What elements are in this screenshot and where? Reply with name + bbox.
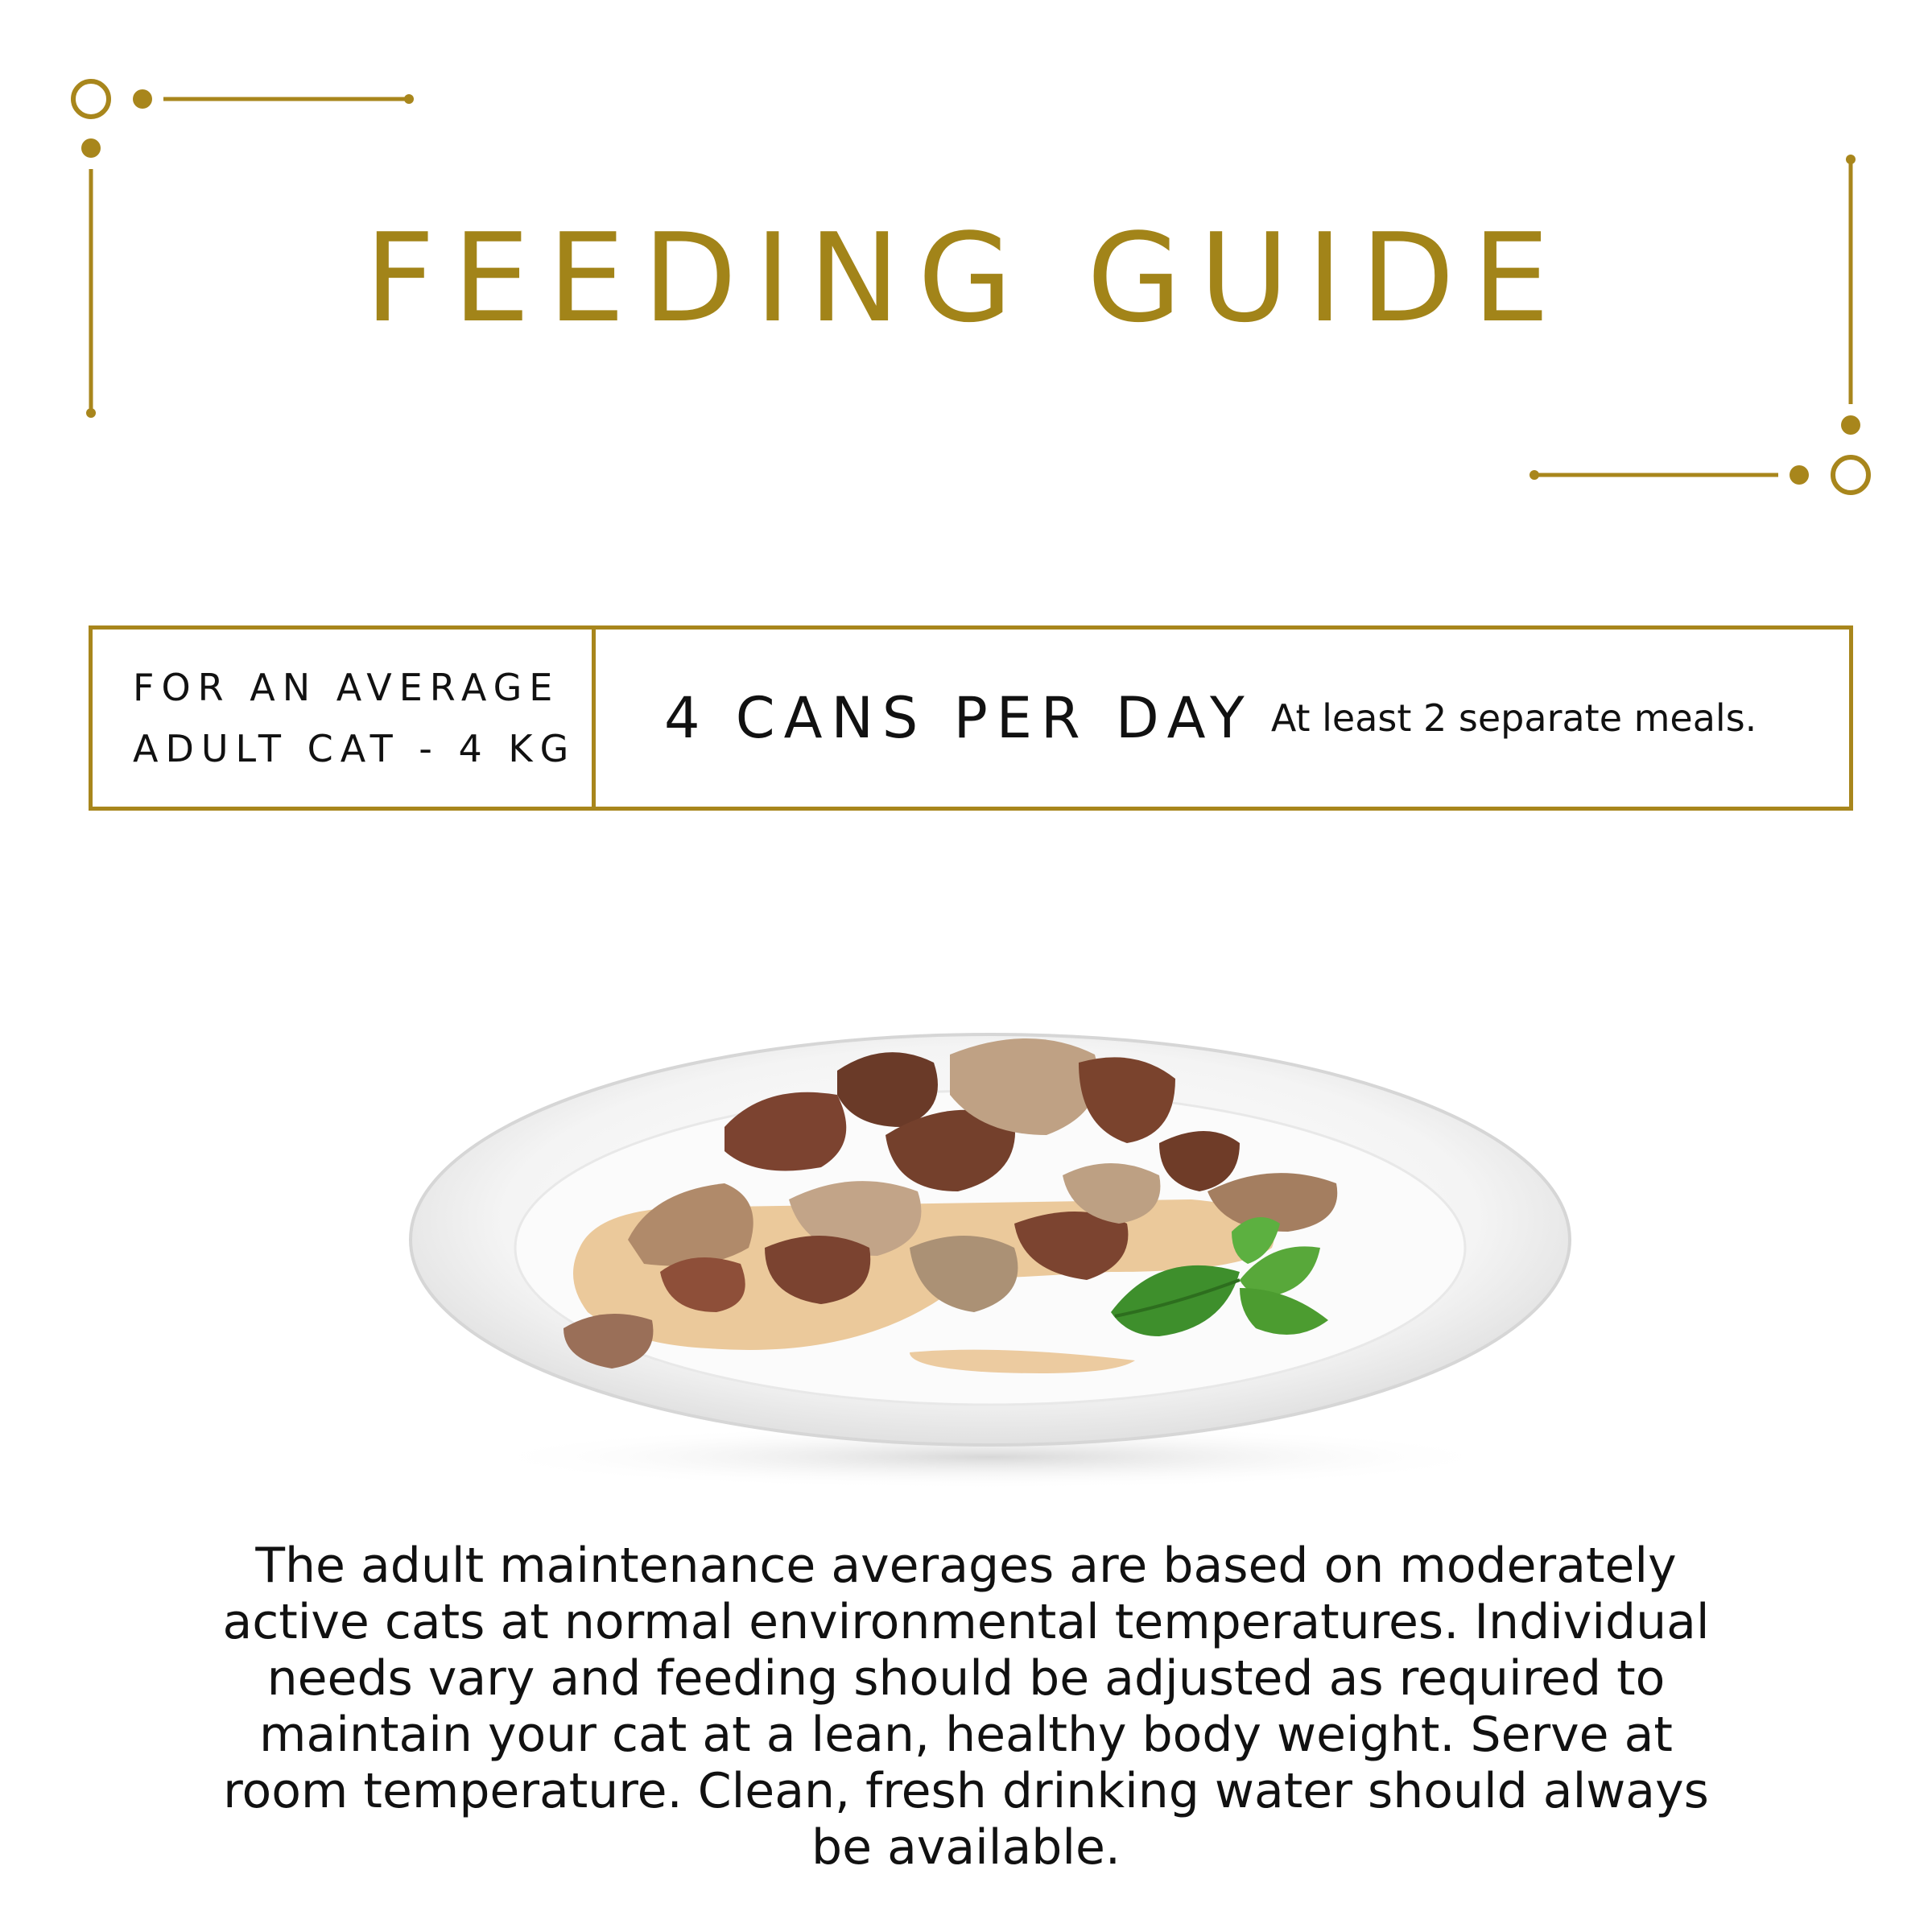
page-title: FEEDING GUIDE <box>364 207 1568 349</box>
food-plate-image <box>386 1006 1594 1489</box>
cat-profile-line-2: ADULT CAT - 4 KG <box>133 727 576 770</box>
cat-profile-line-1: FOR AN AVERAGE <box>133 666 560 709</box>
feeding-amount-cell <box>596 630 1849 807</box>
cat-profile-cell <box>93 630 596 807</box>
feeding-guide-table <box>89 625 1853 811</box>
feeding-amount: 4 CANS PER DAY <box>664 685 1253 751</box>
feeding-note: At least 2 separate meals. <box>1270 696 1757 740</box>
feeding-description: The adult maintenance averages are based on moderately active cats at normal environmental temperatures. Individual needs vary and feeding should be adjusted as required to maintain your cat at a lean, healthy body weight. Serve at room temperature. Clean, fresh drinking water should always be available. <box>222 1538 1710 1876</box>
